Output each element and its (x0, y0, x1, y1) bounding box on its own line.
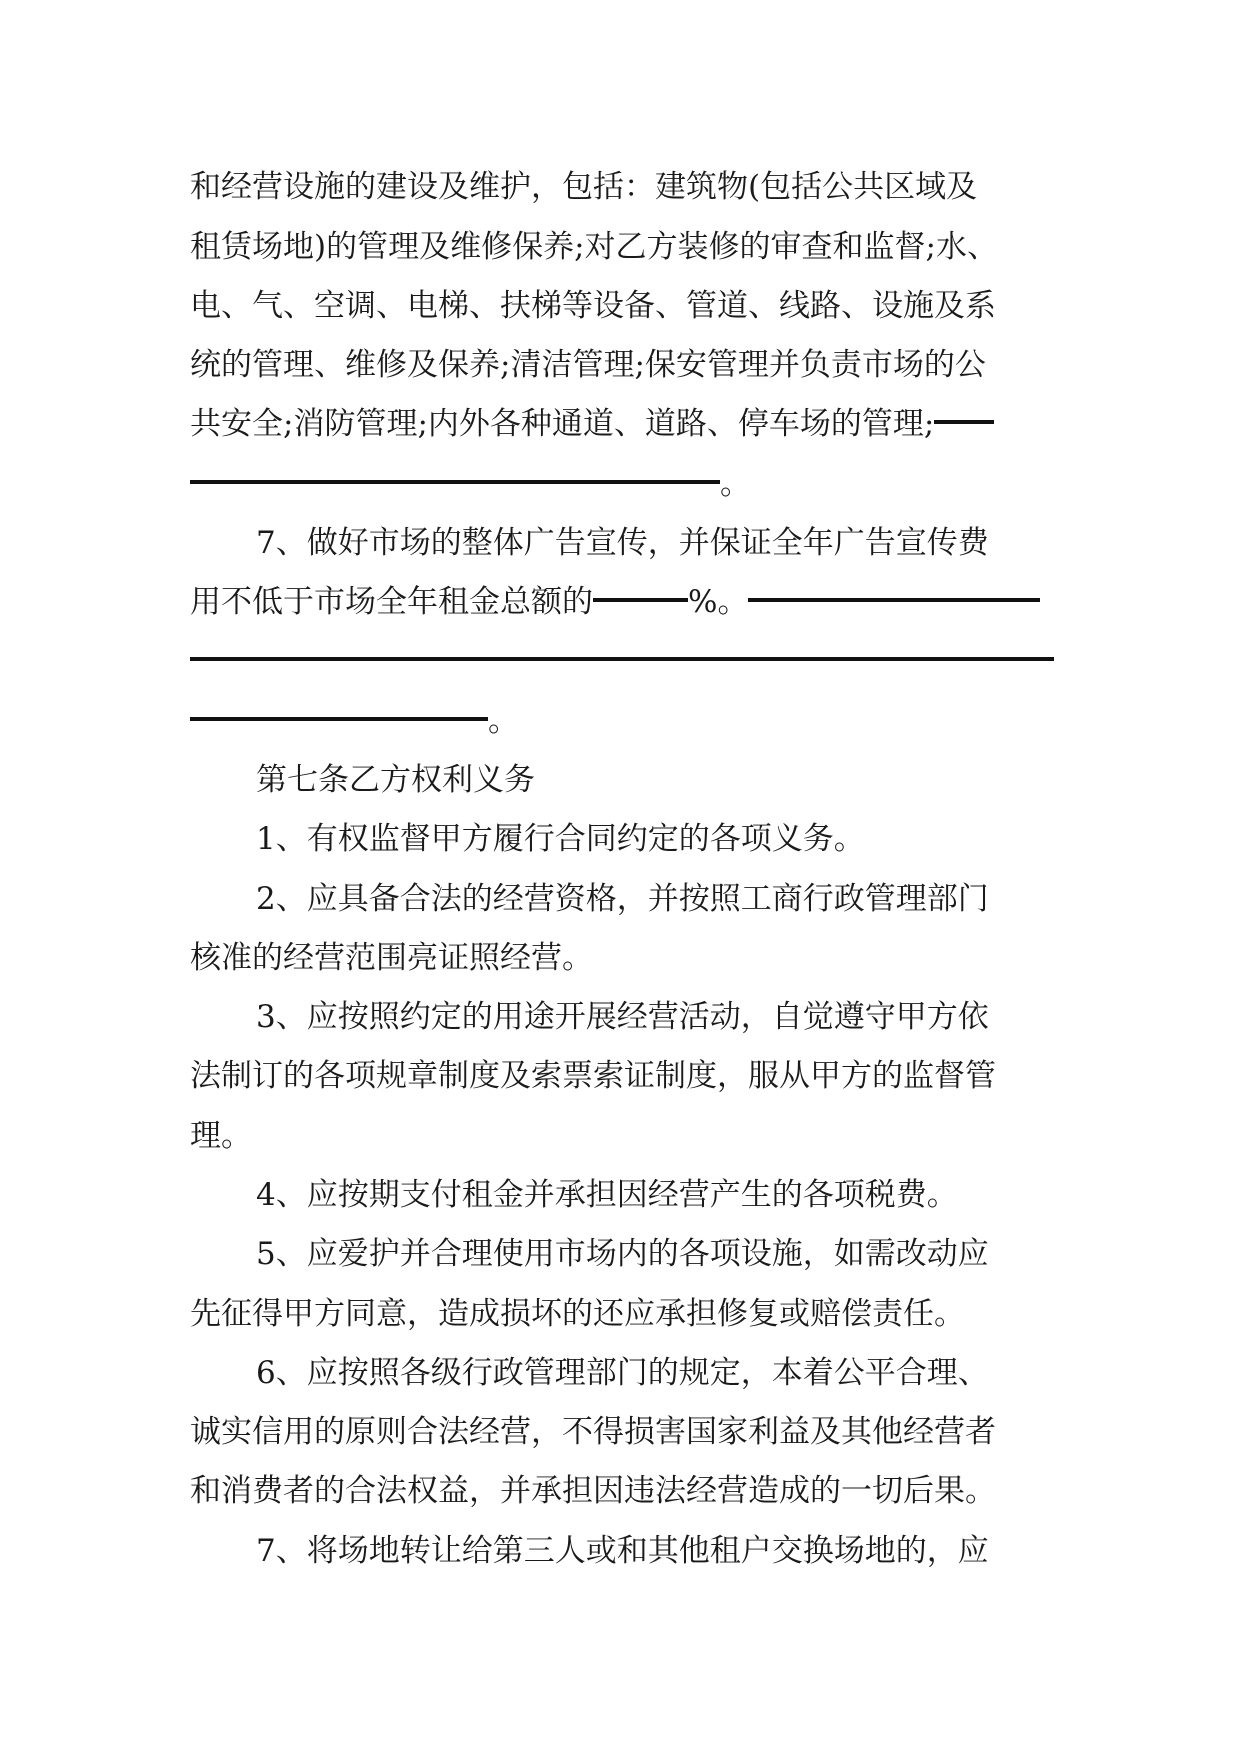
paragraph-line (190, 218, 1060, 276)
line-text: 和消费者的合法权益，并承担因违法经营造成的一切后果。 (190, 1473, 996, 1509)
paragraph-line (256, 1166, 1060, 1224)
paragraph-line (190, 1107, 1060, 1165)
section-heading (256, 751, 1060, 809)
line-text: 租赁场地)的管理及维修保养;对乙方装修的审查和监督;水、 (190, 229, 998, 265)
paragraph-line (190, 395, 1060, 453)
line-text: 第七条乙方权利义务 (256, 762, 535, 798)
paragraph-line (256, 810, 1060, 868)
line-text: 7、做好市场的整体广告宣传，并保证全年广告宣传费 (256, 525, 989, 561)
line-text: 。 (488, 703, 519, 739)
paragraph-line (190, 455, 1060, 513)
paragraph-line (256, 514, 1060, 572)
line-text: 1、有权监督甲方履行合同约定的各项义务。 (256, 821, 865, 857)
line-text: 共安全;消防管理;内外各种通道、道路、停车场的管理; (190, 406, 935, 442)
paragraph-line (190, 1047, 1060, 1105)
line-text: 诚实信用的原则合法经营，不得损害国家利益及其他经营者 (190, 1414, 996, 1450)
paragraph-line (256, 870, 1060, 928)
paragraph-line (190, 336, 1060, 394)
paragraph-line (256, 1522, 1060, 1580)
line-text: 7、将场地转让给第三人或和其他租户交换场地的，应 (256, 1533, 989, 1569)
percentage-blank-line (593, 598, 688, 602)
line-text: 用不低于市场全年租金总额的 (190, 584, 593, 620)
paragraph-line (190, 632, 1060, 690)
line-text: 核准的经营范围亮证照经营。 (190, 940, 593, 976)
line-text: 2、应具备合法的经营资格，并按照工商行政管理部门 (256, 881, 989, 917)
fill-in-blank-line (190, 480, 720, 484)
line-text: 和经营设施的建设及维护，包括：建筑物(包括公共区域及 (190, 169, 978, 205)
fill-in-blank-line (934, 420, 994, 424)
paragraph-line (190, 277, 1060, 335)
paragraph-line (190, 158, 1060, 216)
line-text: 6、应按照各级行政管理部门的规定，本着公平合理、 (256, 1355, 989, 1391)
line-text: 5、应爱护并合理使用市场内的各项设施，如需改动应 (256, 1236, 989, 1272)
fill-in-blank-line (190, 657, 1054, 661)
paragraph-line (256, 988, 1060, 1046)
paragraph-line (190, 929, 1060, 987)
paragraph-line (256, 1344, 1060, 1402)
line-text: 。 (720, 466, 751, 502)
fill-in-blank-line (748, 598, 1040, 602)
line-text: 法制订的各项规章制度及索票索证制度，服从甲方的监督管 (190, 1058, 996, 1094)
line-text: 4、应按期支付租金并承担因经营产生的各项税费。 (256, 1177, 958, 1213)
paragraph-line (190, 692, 1060, 750)
line-text: 统的管理、维修及保养;清洁管理;保安管理并负责市场的公 (190, 347, 986, 383)
paragraph-line (190, 1462, 1060, 1520)
line-text: 理。 (190, 1118, 252, 1154)
paragraph-line (190, 1403, 1060, 1461)
paragraph-line (190, 573, 1060, 631)
paragraph-line (190, 1285, 1060, 1343)
line-text: 3、应按照约定的用途开展经营活动，自觉遵守甲方依 (256, 999, 989, 1035)
line-text: 电、气、空调、电梯、扶梯等设备、管道、线路、设施及系 (190, 288, 996, 324)
paragraph-line (256, 1225, 1060, 1283)
line-text: 先征得甲方同意，造成损坏的还应承担修复或赔偿责任。 (190, 1296, 965, 1332)
line-text: %。 (688, 584, 749, 620)
fill-in-blank-line (190, 717, 488, 721)
